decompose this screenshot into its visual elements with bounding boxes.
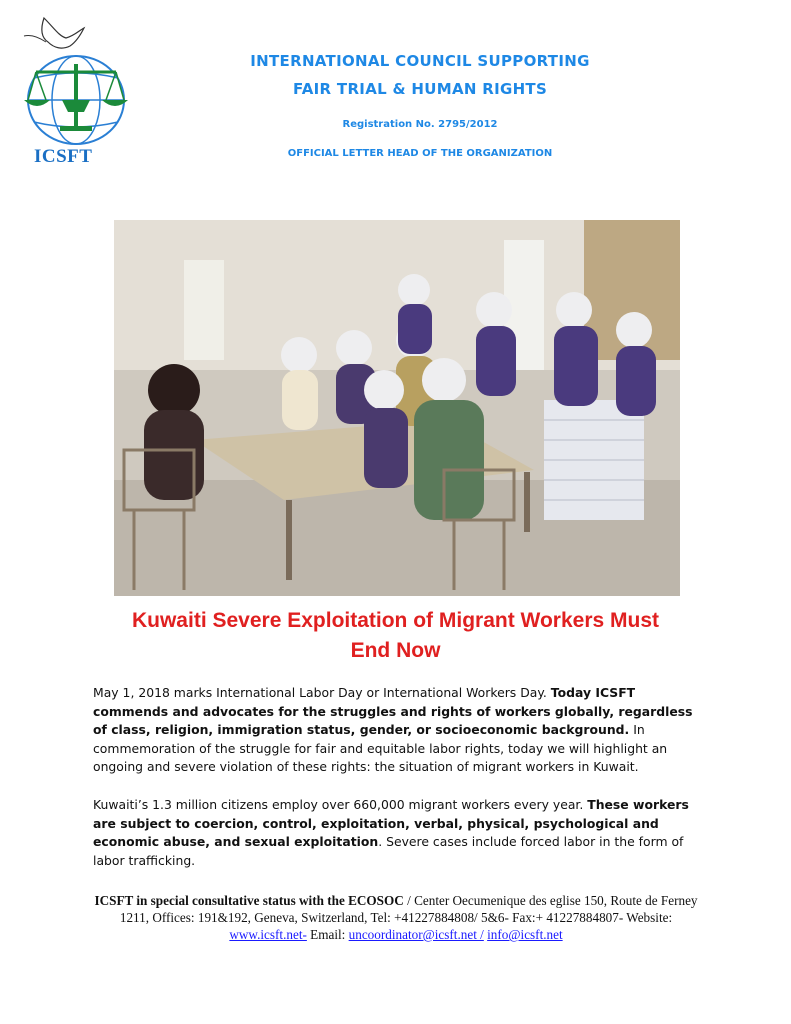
letterhead-footer [80, 892, 712, 943]
email-link-coordinator[interactable]: uncoordinator@icsft.net / [348, 927, 484, 942]
organization-name-line-2: FAIR TRIAL & HUMAN RIGHTS [292, 80, 548, 98]
title-line-1: Kuwaiti Severe Exploitation of Migrant Workers Must [131, 609, 660, 632]
title-line-2: End Now [350, 639, 441, 662]
p2-text-a: Kuwaiti’s 1.3 million citizens employ over 660,000 migrant workers every year. [93, 797, 588, 812]
p1-text-c: In commemoration of the struggle for fair and equitable labor rights, today we will highlight an ongoing and severe violation of these rights: the situation of migrant workers in Kuwait. [93, 722, 668, 774]
footer-email-label: Email: [306, 927, 349, 942]
organization-name-line-1: INTERNATIONAL COUNCIL SUPPORTING [250, 52, 590, 70]
paragraph-1 [93, 684, 703, 777]
footer-address: / Center Oecumenique des eglise 150, Route de Ferney 1211, Offices: 191&192, Geneva, Switzerland, Tel: +41227884808/ 5&6- Fax:+ 41227884807- Website: [119, 893, 698, 925]
registration-number: Registration No. 2795/2012 [342, 119, 498, 130]
p2-bold: These workers are subject to coercion, control, exploitation, verbal, physical, psychological and economic abuse, and sexual exploitation [93, 797, 689, 849]
website-link[interactable]: www.icsft.net- [229, 927, 307, 942]
p1-text-a: May 1, 2018 marks International Labor Day or International Workers Day. [93, 685, 551, 700]
article-title [60, 606, 731, 666]
factory-workers-image-icon [114, 220, 680, 596]
p2-text-c: . Severe cases include forced labor in the form of labor trafficking. [93, 834, 684, 868]
official-letterhead-label: OFFICIAL LETTER HEAD OF THE ORGANIZATION [287, 148, 553, 159]
dove-icon [42, 18, 84, 48]
workers-photo [114, 220, 680, 596]
p1-bold: Today ICSFT commends and advocates for the struggles and rights of workers globally, regardless of class, religion, immigration status, gender, or socioeconomic background. [93, 685, 693, 737]
scales-globe-logo-icon [14, 8, 132, 148]
footer-status: ICSFT in special consultative status with the ECOSOC [94, 893, 404, 908]
paragraph-2 [93, 796, 703, 870]
organization-logo [14, 8, 132, 168]
logo-text: ICSFT [34, 146, 93, 167]
email-link-info[interactable]: info@icsft.net [487, 927, 563, 942]
